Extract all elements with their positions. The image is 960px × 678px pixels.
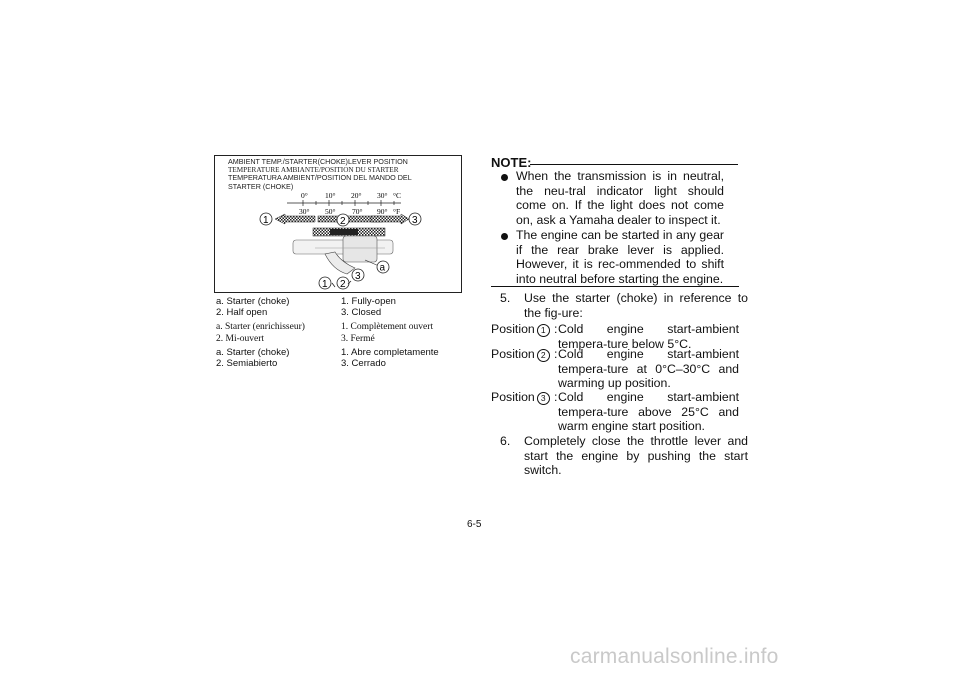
step-6-text: Completely close the throttle lever and start the engine by pushing the start switch. — [524, 434, 748, 478]
bullet-dot-icon — [501, 233, 508, 240]
celsius-tick-20: 20° — [351, 191, 362, 200]
position-2-number: 2 — [537, 349, 550, 362]
caption-es-1: 1. Abre completamente — [341, 347, 439, 358]
caption-es-2: 2. Semiabierto — [216, 358, 278, 369]
callout-3-scale: 3 — [412, 215, 418, 226]
caption-es-a: a. Starter (choke) — [216, 347, 290, 358]
caption-es-3: 3. Cerrado — [341, 358, 386, 369]
note-bullet-2-text: The engine can be started in any gear if the rear brake lever is applied. However, it is rec-ommended to shift into neutral before starting the engine. — [516, 228, 724, 286]
position-3-number: 3 — [537, 392, 550, 405]
figure-title-line-fr: TEMPERATURE AMBIANTE/POSITION DU STARTER — [228, 166, 399, 175]
note-end-rule — [491, 286, 739, 287]
starter-figure — [214, 155, 462, 293]
note-label: NOTE: — [491, 155, 532, 170]
caption-en-2: 2. Half open — [216, 307, 268, 318]
figure-title-line-es-2: STARTER (CHOKE) — [228, 181, 294, 191]
figure-title-line-es: TEMPERATURA AMBIENT/POSITION DEL MANDO DEL — [228, 173, 412, 183]
caption-en-a: a. Starter (choke) — [216, 296, 290, 307]
fahrenheit-tick-70: 70° — [352, 207, 363, 216]
callout-1-lever: 1 — [322, 279, 328, 290]
fahrenheit-tick-90: 90° — [377, 207, 388, 216]
temperature-scale-diagram — [215, 156, 461, 292]
caption-fr-a: a. Starter (enrichisseur) — [216, 322, 305, 332]
callout-a: a — [379, 262, 386, 274]
bullet-dot-icon — [501, 174, 508, 181]
caption-fr-2: 2. Mi-ouvert — [216, 334, 265, 344]
position-1-label: Position — [491, 322, 535, 336]
fahrenheit-tick-30: 30° — [299, 207, 310, 216]
position-1-text: Cold engine start-ambient tempera-ture below 5°C. — [558, 322, 739, 351]
callout-1-scale: 1 — [263, 215, 269, 226]
position-2-colon: : — [554, 347, 558, 361]
celsius-unit: °C — [393, 191, 402, 200]
position-3-text: Cold engine start-ambient tempera-ture above 25°C and warm engine start position. — [558, 390, 739, 434]
caption-en-1: 1. Fully-open — [341, 296, 396, 307]
callout-2-scale: 2 — [340, 216, 346, 227]
position-3-colon: : — [554, 390, 558, 404]
caption-fr-1: 1. Complètement ouvert — [341, 322, 434, 332]
step-5-number: 5. — [500, 291, 511, 305]
note-rule — [530, 164, 738, 165]
step-6-number: 6. — [500, 434, 511, 448]
figure-title-line-en: AMBIENT TEMP./STARTER(CHOKE)LEVER POSITION — [228, 157, 408, 166]
position-2-text: Cold engine start-ambient tempera-ture at 0°C–30°C and warming up position. — [558, 347, 739, 391]
celsius-tick-10: 10° — [325, 191, 336, 200]
position-1-colon: : — [554, 322, 558, 336]
position-3-label: Position — [491, 390, 535, 404]
page-number: 6-5 — [467, 519, 482, 530]
watermark-text: carmanualsonline.info — [570, 645, 779, 668]
caption-en-3: 3. Closed — [341, 307, 382, 318]
note-bullet-1-text: When the transmission is in neutral, the neu-tral indicator light should come on. If the light does not come on, ask a Yamaha dealer to inspect it. — [516, 169, 724, 227]
callout-2-lever: 2 — [340, 279, 346, 290]
caption-fr-3: 3. Fermé — [341, 334, 375, 344]
position-1-number: 1 — [537, 324, 550, 337]
step-5-text: Use the starter (choke) in reference to the fig-ure: — [524, 291, 748, 320]
callout-3-lever: 3 — [355, 271, 361, 282]
celsius-tick-30: 30° — [377, 191, 388, 200]
fahrenheit-tick-50: 50° — [325, 207, 336, 216]
celsius-tick-0: 0° — [301, 191, 308, 200]
position-2-label: Position — [491, 347, 535, 361]
fahrenheit-unit: °F — [393, 207, 401, 216]
